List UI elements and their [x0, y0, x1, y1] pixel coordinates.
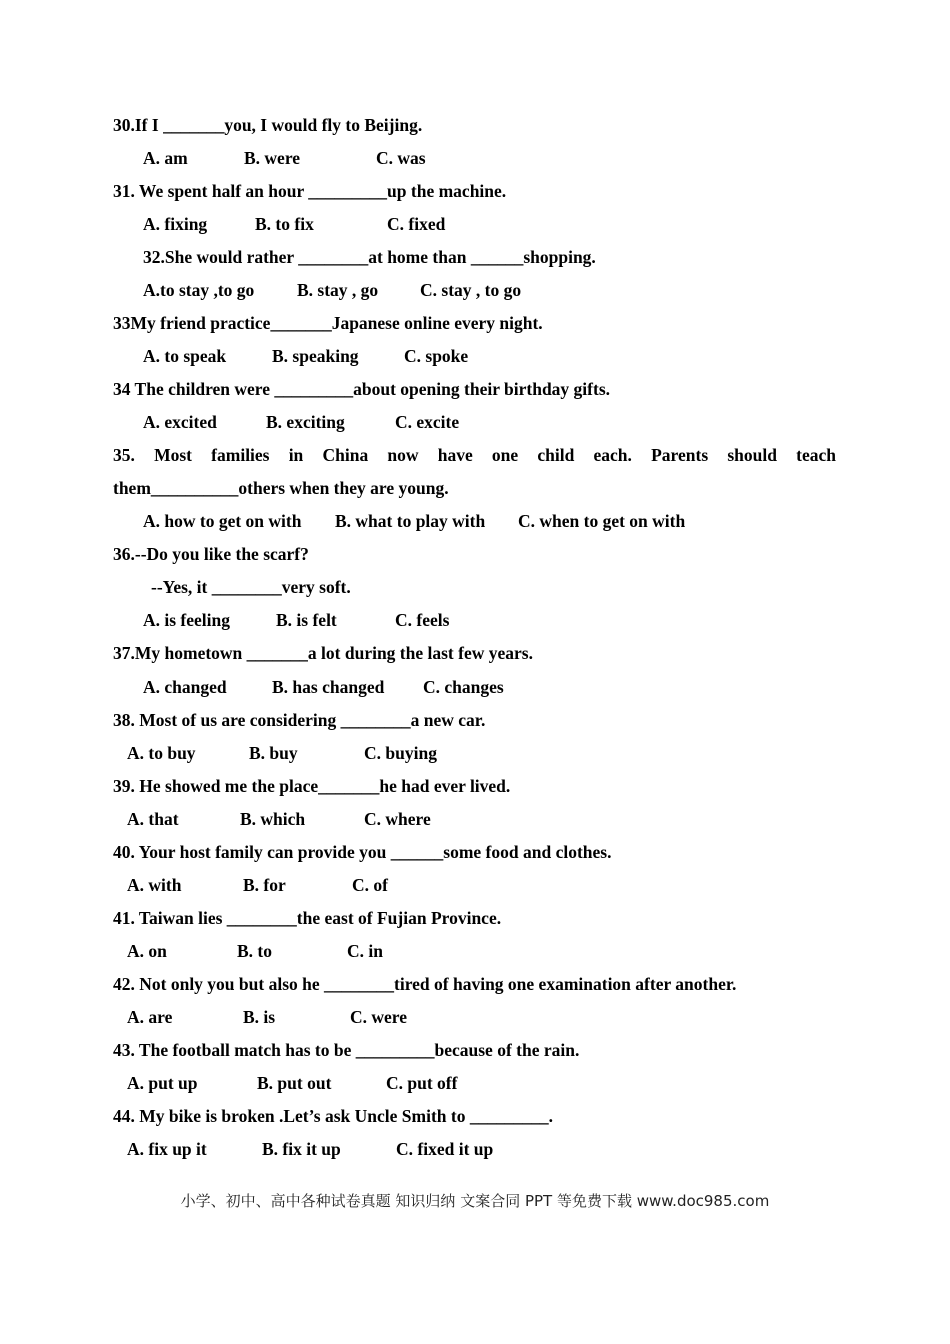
question-33-option-c: C. spoke: [404, 346, 469, 366]
question-40-option-c: C. of: [352, 875, 388, 895]
question-33-option-b: B. speaking: [272, 346, 359, 366]
question-34-option-a: A. excited: [143, 412, 217, 432]
question-32-option-b: B. stay , go: [297, 280, 379, 300]
question-30-option-a: A. am: [143, 148, 188, 168]
question-36-option-a: A. is feeling: [143, 610, 231, 630]
question-31-option-b: B. to fix: [255, 214, 314, 234]
question-40-option-b: B. for: [243, 875, 286, 895]
question-35-stem-line-2: them__________others when they are young.: [113, 478, 449, 498]
question-36-option-b: B. is felt: [276, 610, 337, 630]
question-42-option-b: B. is: [243, 1007, 276, 1027]
question-32-option-c: C. stay , to go: [420, 280, 522, 300]
question-41-option-c: C. in: [347, 941, 383, 961]
question-36-stem-line-2: --Yes, it ________very soft.: [151, 577, 351, 597]
question-31-stem: 31. We spent half an hour _________up the machine.: [113, 181, 507, 201]
question-39-stem: 39. He showed me the place_______he had ever lived.: [113, 776, 511, 796]
question-37-option-a: A. changed: [143, 677, 227, 697]
question-42-stem: 42. Not only you but also he ________tired of having one examination after another.: [113, 974, 737, 994]
question-39-option-c: C. where: [364, 809, 431, 829]
question-44-option-b: B. fix it up: [262, 1139, 341, 1159]
question-36-option-c: C. feels: [395, 610, 450, 630]
question-30-option-b: B. were: [244, 148, 301, 168]
question-38-option-a: A. to buy: [127, 743, 196, 763]
question-39-option-a: A. that: [127, 809, 179, 829]
question-36-stem-line-1: 36.--Do you like the scarf?: [113, 544, 309, 564]
question-38-stem: 38. Most of us are considering ________a new car.: [113, 710, 486, 730]
question-37-option-c: C. changes: [423, 677, 504, 697]
question-37-stem: 37.My hometown _______a lot during the last few years.: [113, 643, 533, 663]
question-35-option-a: A. how to get on with: [143, 511, 302, 531]
question-43-option-b: B. put out: [257, 1073, 332, 1093]
question-32-option-a: A.to stay ,to go: [143, 280, 255, 300]
question-35-option-c: C. when to get on with: [518, 511, 686, 531]
question-44-option-c: C. fixed it up: [396, 1139, 494, 1159]
question-44-option-a: A. fix up it: [127, 1139, 207, 1159]
question-42-option-c: C. were: [350, 1007, 408, 1027]
question-43-stem: 43. The football match has to be _________because of the rain.: [113, 1040, 580, 1060]
question-42-option-a: A. are: [127, 1007, 173, 1027]
question-44-stem: 44. My bike is broken .Let’s ask Uncle Smith to _________.: [113, 1106, 553, 1126]
question-32-stem: 32.She would rather ________at home than ______shopping.: [143, 247, 596, 267]
page-footer: 小学、初中、高中各种试卷真题 知识归纳 文案合同 PPT 等免费下载 www.doc985.com: [180, 1192, 770, 1210]
question-37-option-b: B. has changed: [272, 677, 385, 697]
question-41-option-a: A. on: [127, 941, 167, 961]
question-30-stem: 30.If I _______you, I would fly to Beijing.: [113, 115, 423, 135]
question-31-option-a: A. fixing: [143, 214, 208, 234]
question-33-stem: 33My friend practice_______Japanese online every night.: [113, 313, 543, 333]
question-43-option-a: A. put up: [127, 1073, 198, 1093]
question-35-stem-line-1: 35. Most families in China now have one child each. Parents should teach: [113, 445, 836, 465]
question-35-option-b: B. what to play with: [335, 511, 486, 531]
question-39-option-b: B. which: [240, 809, 306, 829]
question-33-option-a: A. to speak: [143, 346, 227, 366]
question-31-option-c: C. fixed: [387, 214, 446, 234]
question-40-stem: 40. Your host family can provide you ______some food and clothes.: [113, 842, 612, 862]
question-41-stem: 41. Taiwan lies ________the east of Fujian Province.: [113, 908, 502, 928]
question-30-option-c: C. was: [376, 148, 426, 168]
question-40-option-a: A. with: [127, 875, 182, 895]
question-38-option-b: B. buy: [249, 743, 298, 763]
question-41-option-b: B. to: [237, 941, 272, 961]
question-43-option-c: C. put off: [386, 1073, 458, 1093]
question-34-stem: 34 The children were _________about opening their birthday gifts.: [113, 379, 611, 399]
question-34-option-b: B. exciting: [266, 412, 345, 432]
question-38-option-c: C. buying: [364, 743, 437, 763]
question-34-option-c: C. excite: [395, 412, 460, 432]
